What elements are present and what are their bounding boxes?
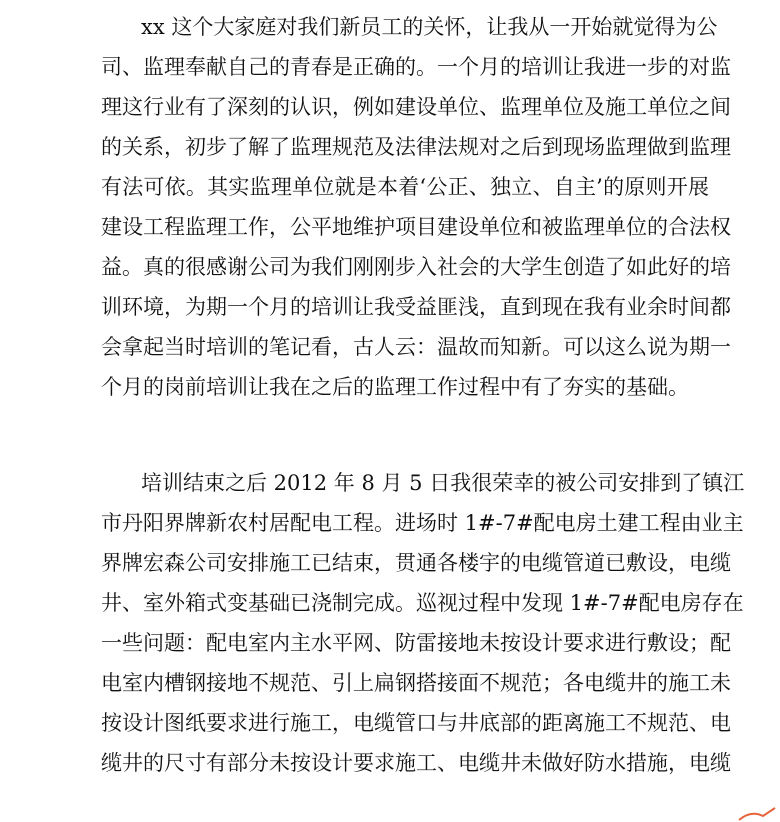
text-line: 训环境，为期一个月的培训让我受益匪浅，直到现在我有业余时间都	[101, 295, 731, 319]
text-line: 会拿起当时培训的笔记看，古人云：温故而知新。可以这么说为期一	[101, 335, 731, 359]
paragraph-2	[101, 463, 745, 783]
text-line: 按设计图纸要求进行施工，电缆管口与井底部的距离施工不规范、电	[101, 711, 731, 735]
text-line: 司、监理奉献自己的青春是正确的。一个月的培训让我进一步的对监	[101, 55, 731, 79]
text-line: 建设工程监理工作，公平地维护项目建设单位和被监理单位的合法权	[101, 215, 731, 239]
text-line: 益。真的很感谢公司为我们刚刚步入社会的大学生创造了如此好的培	[101, 255, 731, 279]
text-line: 缆井的尺寸有部分未按设计要求施工、电缆井未做好防水措施，电缆	[101, 751, 731, 775]
text-line: 有法可依。其实监理单位就是本着‘公正、独立、自主’的原则开展	[101, 175, 709, 199]
text-line: 井、室外箱式变基础已浇制完成。巡视过程中发现 1#-7#配电房存在	[101, 591, 744, 615]
text-line: 培训结束之后 2012 年 8 月 5 日我很荣幸的被公司安排到了镇江	[141, 471, 745, 495]
annotation-mark-icon	[737, 806, 777, 822]
text-line: 市丹阳界牌新农村居配电工程。进场时 1#-7#配电房土建工程由业主	[101, 511, 744, 535]
text-line: 一些问题：配电室内主水平网、防雷接地未按设计要求进行敷设；配	[101, 631, 731, 655]
text-line: 个月的岗前培训让我在之后的监理工作过程中有了夯实的基础。	[101, 375, 689, 399]
text-line: 理这行业有了深刻的认识，例如建设单位、监理单位及施工单位之间	[101, 95, 731, 119]
text-line: 界牌宏森公司安排施工已结束，贯通各楼宇的电缆管道已敷设，电缆	[101, 551, 731, 575]
text-line: 电室内槽钢接地不规范、引上扁钢搭接面不规范；各电缆井的施工未	[101, 671, 731, 695]
text-line: xx 这个大家庭对我们新员工的关怀，让我从一开始就觉得为公	[141, 15, 718, 39]
paragraph-1	[101, 7, 731, 407]
text-line: 的关系，初步了解了监理规范及法律法规对之后到现场监理做到监理	[101, 135, 731, 159]
